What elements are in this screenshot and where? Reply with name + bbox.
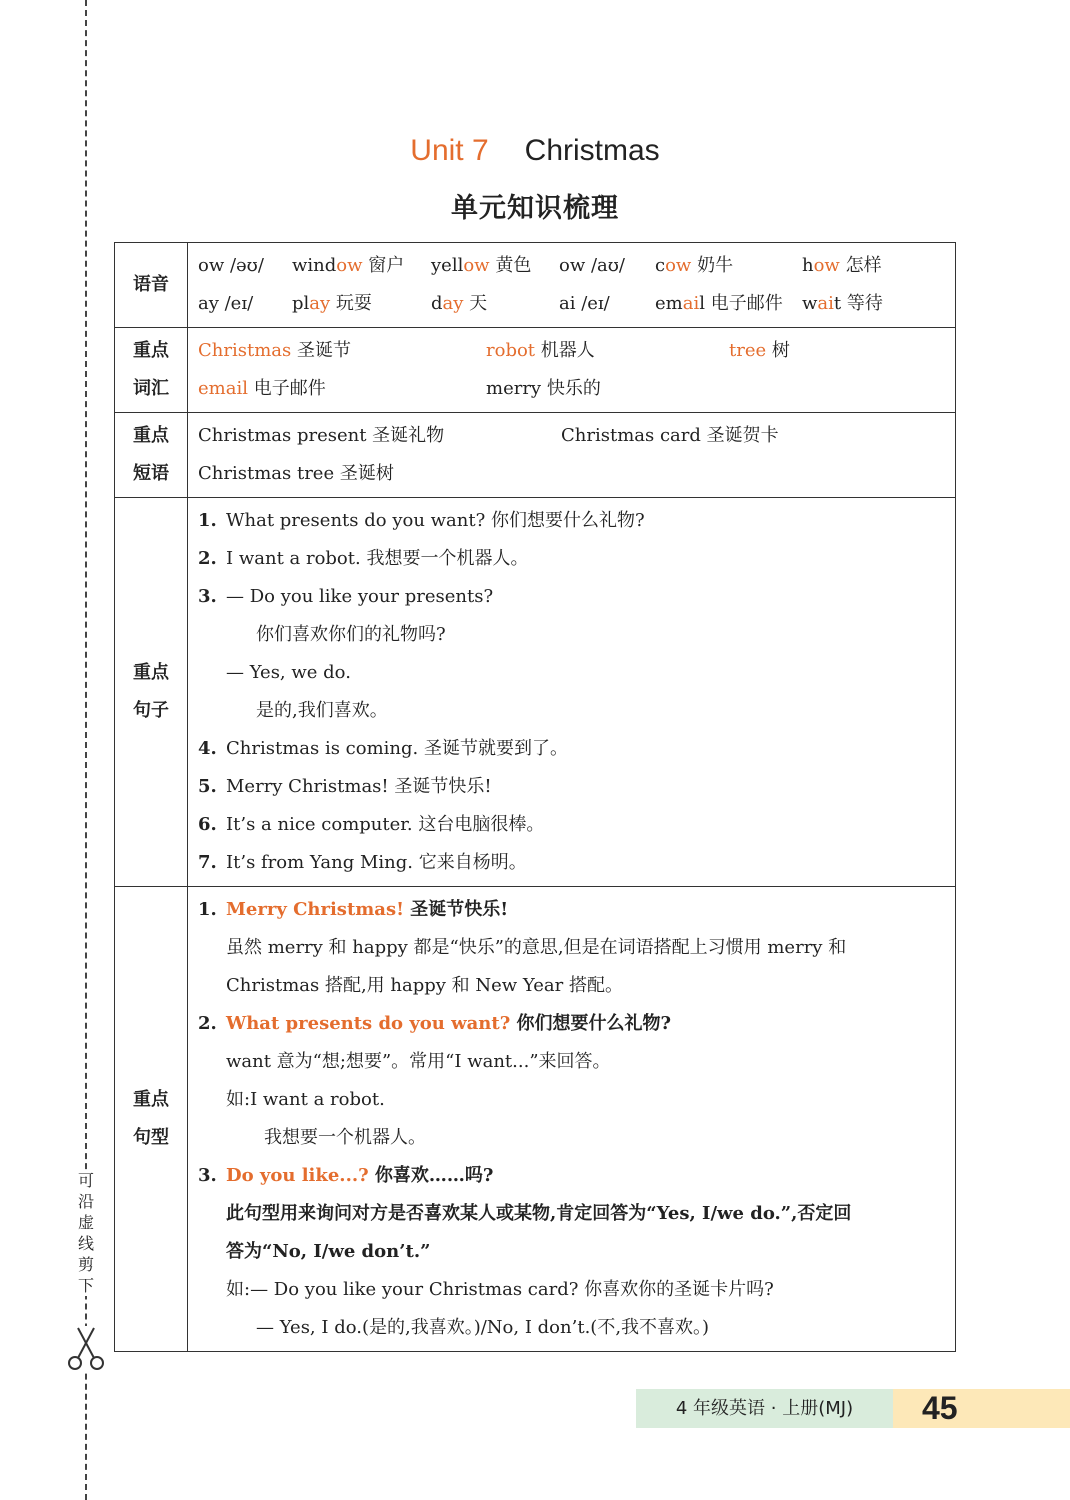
vocab-line — [198, 370, 955, 408]
vocab-row — [115, 328, 956, 413]
sentence-translation: 你们喜欢你们的礼物吗? — [256, 624, 446, 645]
pattern-example-answer: — Yes, I do.(是的,我喜欢。)/No, I don’t.(不,我不喜欢。) — [256, 1317, 710, 1338]
sentence-item: 7. It’s from Yang Ming. 它来自杨明。 — [198, 852, 527, 873]
scissors-icon — [66, 1326, 106, 1372]
pattern-heading: 1. Merry Christmas! 圣诞节快乐! — [198, 899, 509, 920]
vocab-line — [198, 332, 955, 370]
phonetic-item: ow /əʊ/ — [198, 255, 264, 276]
sentence-item: 5. Merry Christmas! 圣诞节快乐! — [198, 776, 492, 797]
sentences-label: 重点 句子 — [115, 498, 188, 887]
vocab-item: tree 树 — [729, 340, 790, 361]
phonetic-item: play 玩耍 — [292, 293, 372, 314]
phonetic-item: day 天 — [431, 293, 488, 314]
pattern-note: 此句型用来询问对方是否喜欢某人或某物,肯定回答为“Yes, I/we do.”,否定回 — [226, 1203, 852, 1224]
page-subtitle: 单元知识梳理 — [451, 193, 619, 224]
phonetics-content — [188, 243, 956, 328]
patterns-label: 重点 句型 — [115, 887, 188, 1352]
pattern-heading: 3. Do you like...? 你喜欢……吗? — [198, 1165, 494, 1186]
unit-name: Christmas — [524, 134, 660, 167]
sentence-answer: — Yes, we do. — [226, 662, 351, 683]
phonetic-item: how 怎样 — [802, 255, 882, 276]
phonetics-line — [198, 247, 955, 285]
unit-title — [0, 134, 1070, 168]
sentences-content — [188, 498, 956, 887]
pattern-heading: 2. What presents do you want? 你们想要什么礼物? — [198, 1013, 672, 1034]
phonetic-item: yellow 黄色 — [431, 255, 532, 276]
phonetic-item: cow 奶牛 — [655, 255, 734, 276]
phonetics-line — [198, 285, 955, 323]
page-footer — [636, 1389, 1070, 1428]
pattern-note: want 意为“想;想要”。常用“I want...”来回答。 — [226, 1051, 611, 1072]
phrase-item: Christmas tree 圣诞树 — [198, 463, 394, 484]
sentence-item: 4. Christmas is coming. 圣诞节就要到了。 — [198, 738, 568, 759]
phrases-content — [188, 413, 956, 498]
patterns-row — [115, 887, 956, 1352]
sentences-row — [115, 498, 956, 887]
book-label: 4 年级英语 · 上册(MJ) — [636, 1389, 893, 1428]
cut-instruction: 可沿虚线剪下 — [77, 1171, 94, 1295]
phonetic-item: ai /eɪ/ — [559, 293, 610, 314]
sentence-item: 3. — Do you like your presents? — [198, 586, 494, 607]
pattern-example: 如:— Do you like your Christmas card? 你喜欢你的圣诞卡片吗? — [226, 1279, 774, 1300]
phonetic-item: email 电子邮件 — [655, 293, 783, 314]
sentence-item: 1. What presents do you want? 你们想要什么礼物? — [198, 510, 645, 531]
phrases-label: 重点 短语 — [115, 413, 188, 498]
phrase-line — [198, 417, 955, 455]
sentence-item: 6. It’s a nice computer. 这台电脑很棒。 — [198, 814, 545, 835]
vocab-item: Christmas 圣诞节 — [198, 340, 351, 361]
phonetic-item: ay /eɪ/ — [198, 293, 254, 314]
pattern-example-translation: 我想要一个机器人。 — [264, 1127, 426, 1148]
phrase-line — [198, 455, 955, 493]
phonetic-item: window 窗户 — [292, 255, 405, 276]
sentence-item: 2. I want a robot. 我想要一个机器人。 — [198, 548, 529, 569]
pattern-note: Christmas 搭配,用 happy 和 New Year 搭配。 — [226, 975, 623, 996]
sentence-translation: 是的,我们喜欢。 — [256, 700, 388, 721]
phrases-row — [115, 413, 956, 498]
vocab-content — [188, 328, 956, 413]
phrase-item: Christmas card 圣诞贺卡 — [561, 425, 779, 446]
vocab-label: 重点 词汇 — [115, 328, 188, 413]
phrase-item: Christmas present 圣诞礼物 — [198, 425, 445, 446]
vocab-item: merry 快乐的 — [486, 378, 601, 399]
phonetics-label: 语音 — [115, 243, 188, 328]
vocab-item: robot 机器人 — [486, 340, 595, 361]
knowledge-table — [114, 242, 956, 1352]
phonetic-item: ow /aʊ/ — [559, 255, 625, 276]
phonetics-row — [115, 243, 956, 328]
pattern-note: 答为“No, I/we don’t.” — [226, 1241, 431, 1262]
vocab-item: email 电子邮件 — [198, 378, 326, 399]
pattern-note: 虽然 merry 和 happy 都是“快乐”的意思,但是在词语搭配上习惯用 merry 和 — [226, 937, 847, 958]
pattern-example: 如:I want a robot. — [226, 1089, 385, 1110]
page-number: 45 — [893, 1389, 1070, 1428]
patterns-content — [188, 887, 956, 1352]
unit-number: Unit 7 — [410, 134, 489, 167]
phonetic-item: wait 等待 — [802, 293, 883, 314]
